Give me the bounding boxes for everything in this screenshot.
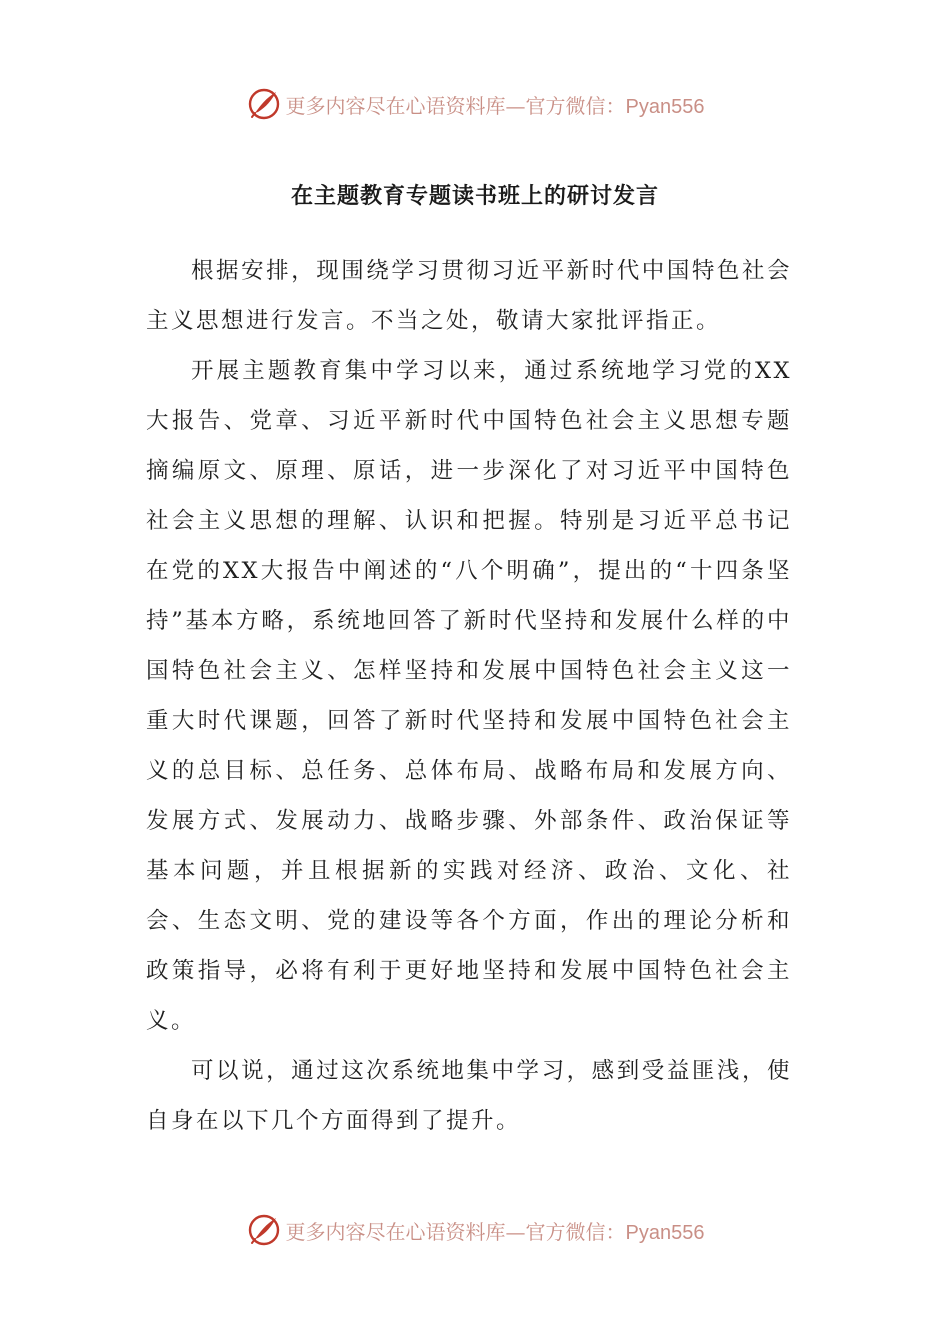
paragraph-intro: 根据安排，现围绕学习贯彻习近平新时代中国特色社会主义思想进行发言。不当之处，敬请大家批评指正。 [146,258,792,334]
paragraph-study: 开展主题教育集中学习以来，通过系统地学习党的XX大报告、党章、习近平新时代中国特色社会主义思想专题摘编原文、原理、原话，进一步深化了对习近平中国特色社会主义思想的理解、认识和把握。特别是习近平总书记在党的XX大报告中阐述的“八个明确”，提出的“十四条坚持”基本方略，系统地回答了新时代坚持和发展什么样的中国特色社会主义、怎样坚持和发展中国特色社会主义这一重大时代课题，回答了新时代坚持和发展中国特色社会主义的总目标、总任务、总体布局、战略布局和发展方向、发展方式、发展动力、战略步骤、外部条件、政治保证等基本问题，并且根据新的实践对经济、政治、文化、社会、生态文明、党的建设等各个方面，作出的理论分析和政策指导，必将有利于更好地坚持和发展中国特色社会主义。 [146,358,792,1034]
header-watermark-banner [0,84,950,124]
wechat-id: Pyan556 [625,95,705,118]
document-body [146,246,792,1146]
wechat-id: Pyan556 [625,1221,705,1244]
watermark-text: 更多内容尽在心语资料库—官方微信：Pyan556 [285,1219,705,1244]
paragraph-conclusion: 可以说，通过这次系统地集中学习，感到受益匪浅，使自身在以下几个方面得到了提升。 [146,1058,792,1134]
document-title: 在主题教育专题读书班上的研讨发言 [290,183,659,209]
footer-watermark-banner [0,1210,950,1250]
watermark-text: 更多内容尽在心语资料库—官方微信：Pyan556 [285,93,705,118]
quill-logo-icon [246,86,282,122]
quill-logo-icon [246,1212,282,1248]
